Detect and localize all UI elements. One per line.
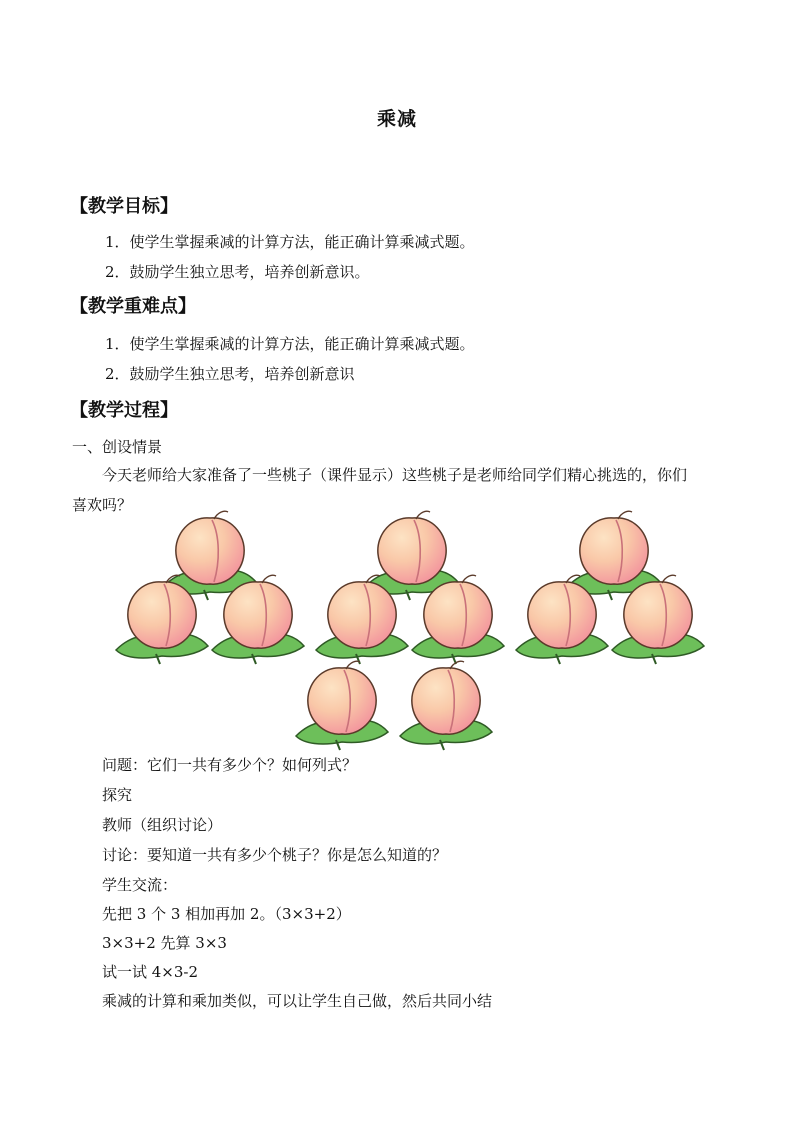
teacher-line: 教师（组织讨论） [102,816,223,834]
peach-icon [516,575,608,664]
student-exchange-line: 学生交流： [102,876,178,894]
peach-icon [400,661,492,750]
peach-icon [612,575,704,664]
objective-item-2: 2．鼓励学生独立思考，培养创新意识。 [105,263,370,281]
peach-icon [164,511,256,600]
key-point-item-1: 1．使学生掌握乘减的计算方法，能正确计算乘减式题。 [105,335,475,353]
key-point-item-2: 2．鼓励学生独立思考，培养创新意识 [105,365,355,383]
step-title: 一、创设情景 [72,438,163,456]
try-line: 试一试 4×3-2 [102,963,199,981]
section-heading-objectives: 【教学目标】 [70,196,178,217]
peach-icon [412,575,504,664]
peach-icon [316,575,408,664]
peach-icon [116,575,208,664]
objective-item-1: 1．使学生掌握乘减的计算方法，能正确计算乘减式题。 [105,233,475,251]
intro-paragraph-line-1: 今天老师给大家准备了一些桃子（课件显示）这些桃子是老师给同学们精心挑选的，你们 [102,466,688,484]
summary-line: 乘减的计算和乘加类似，可以让学生自己做，然后共同小结 [102,992,493,1010]
method-line: 先把 3 个 3 相加再加 2。（3×3+2） [102,905,351,923]
peach-icon [212,575,304,664]
page-title: 乘减 [376,108,417,130]
peach-icon [296,661,388,750]
explore-line: 探究 [102,786,133,804]
order-line: 3×3+2 先算 3×3 [102,934,227,952]
question-line: 问题：它们一共有多少个？如何列式？ [102,756,358,774]
peach-icon [366,511,458,600]
section-heading-key-points: 【教学重难点】 [70,296,196,317]
peach-icon [568,511,660,600]
intro-paragraph-line-2: 喜欢吗？ [72,496,133,514]
discussion-line: 讨论：要知道一共有多少个桃子？你是怎么知道的？ [102,846,448,864]
section-heading-process: 【教学过程】 [70,400,178,421]
